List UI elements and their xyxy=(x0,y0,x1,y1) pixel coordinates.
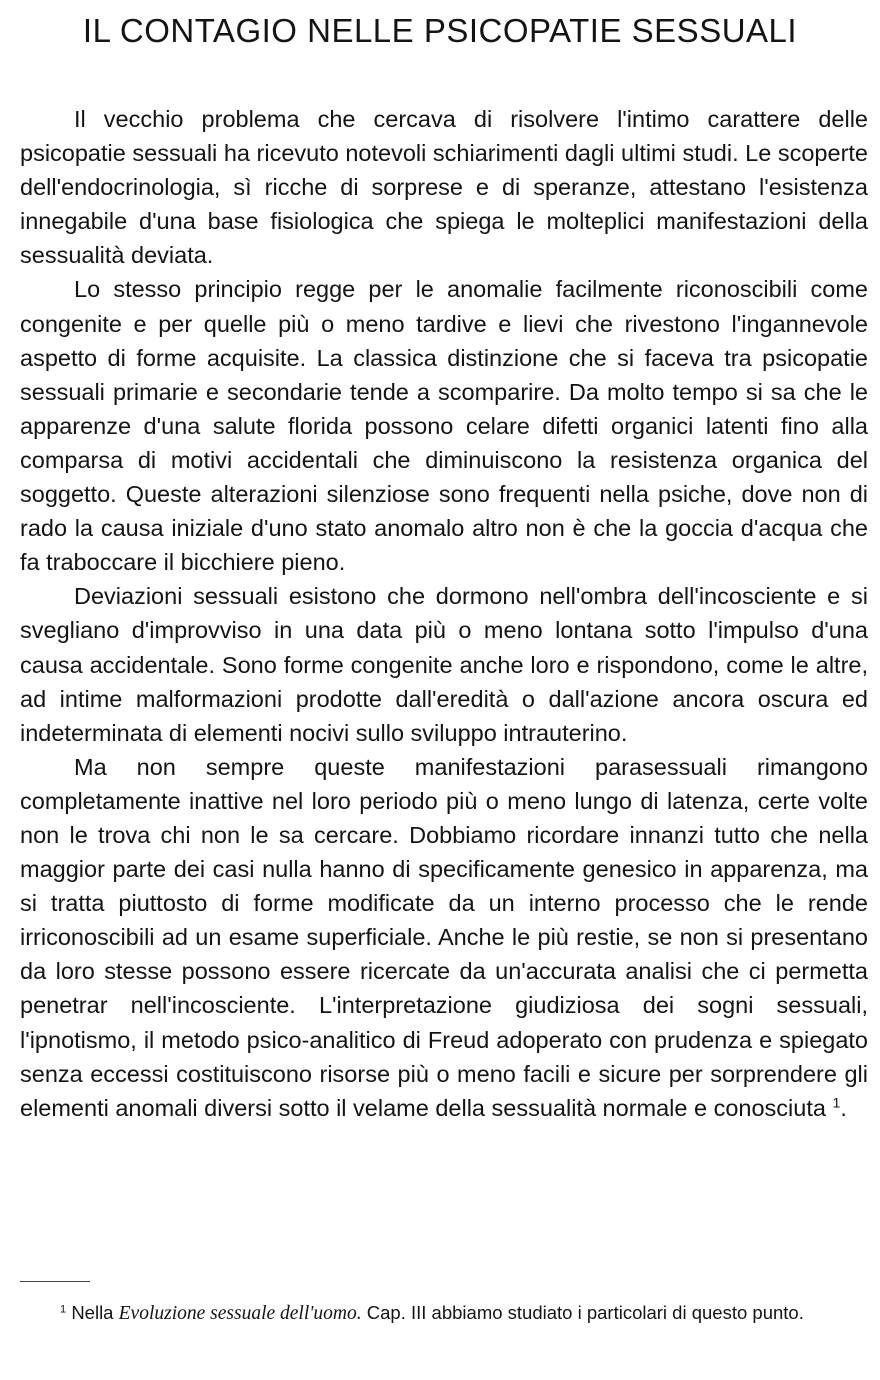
chapter-title: IL CONTAGIO NELLE PSICOPATIE SESSUALI xyxy=(82,12,798,49)
footnote-prefix: Nella xyxy=(71,1302,114,1323)
footnote xyxy=(20,1301,868,1326)
footnote-marker: 1 xyxy=(60,1303,67,1316)
footnote-separator xyxy=(20,1281,90,1282)
footnote-work-title: Evoluzione sessuale dell'uomo. xyxy=(118,1303,362,1324)
paragraph-3: Deviazioni sessuali esistono che dormono nell'ombra dell'incosciente e si svegliano d'improvviso in una data più o meno lontana sotto l'impulso d'una causa accidentale. Sono forme congenite anche loro e rispondono, come le altre, ad intime malformazioni prodotte dall'eredità o dall'azione ancora oscura ed indeterminata di elementi nocivi sullo sviluppo intrauterino. xyxy=(20,583,868,746)
paragraph-4: Ma non sempre queste manifestazioni parasessuali rimangono completamente inattive nel loro periodo più o meno lungo di latenza, certe volte non le trova chi non le sa cercare. Dobbiamo ricordare innanzi tutto che nella maggior parte dei casi nulla hanno di specificamente genesico in apparenza, ma si tratta piuttosto di forme modificate da un interno processo che le rende irriconoscibili ad un esame superficiale. Anche le più restie, se non si presentano da loro stesse possono essere ricercate da un'accurata analisi che ci permetta penetrar nell'incosciente. L'interpretazione giudiziosa dei sogni sessuali, l'ipnotismo, il metodo psico-analitico di Freud adoperato con prudenza e spiegato senza eccessi costituiscono risorse più o meno facili e sicure per sorprendere gli elementi anomali diversi sotto il velame della sessualità normale e conosciuta $^1$. xyxy=(20,753,868,1121)
paragraph-2: Lo stesso principio regge per le anomalie facilmente riconoscibili come congenite e per quelle più o meno tardive e lievi che rivestono l'ingannevole aspetto di forme acquisite. La classica distinzione che si faceva tra psicopatie sessuali primarie e secondarie tende a scomparire. Da molto tempo si sa che le apparenze d'una salute florida possono celare difetti organici latenti fino alla comparsa di motivi accidentali che diminuiscono la resistenza organica del soggetto. Queste alterazioni silenziose sono frequenti nella psiche, dove non di rado la causa iniziale d'uno stato anomalo altro non è che la goccia d'acqua che fa traboccare il bicchiere pieno. xyxy=(20,276,868,576)
paragraph-1: Il vecchio problema che cercava di risolvere l'intimo carattere delle psicopatie sessuali ha ricevuto notevoli schiarimenti dagli ultimi studi. Le scoperte dell'endocrinologia, sì ricche di sorprese e di speranze, attestano l'esistenza innegabile d'una base fisiologica che spiega le molteplici manifestazioni della sessualità deviata. xyxy=(20,106,868,269)
paragraph-4-text: Ma non sempre queste manifestazioni parasessuali rimangono completamente inattive nel loro periodo più o meno lungo di latenza, certe volte non le trova chi non le sa cercare. Dobbiamo ricordare innanzi tutto che nella maggior parte dei casi nulla hanno di specificamente genesico in apparenza, ma si tratta piuttosto di forme modificate da un interno processo che le rende irriconoscibili ad un esame superficiale. Anche le più restie, se non si presentano da loro stesse possono essere ricercate da un'accurata analisi che ci permetta penetrar nell'incosciente. L'interpretazione giudiziosa dei sogni sessuali, l'ipnotismo, il metodo psico-analitico di Freud adoperato con prudenza e spiegato senza eccessi costituiscono risorse più o meno facili e sicure per sorprendere gli elementi anomali diversi sotto il velame della sessualità normale e conosciuta xyxy=(20,753,868,1121)
footnote-reference: 1 xyxy=(832,1094,841,1111)
body-text xyxy=(20,102,868,1125)
footnote-rest: Cap. III abbiamo studiato i particolari di questo punto. xyxy=(366,1302,804,1323)
